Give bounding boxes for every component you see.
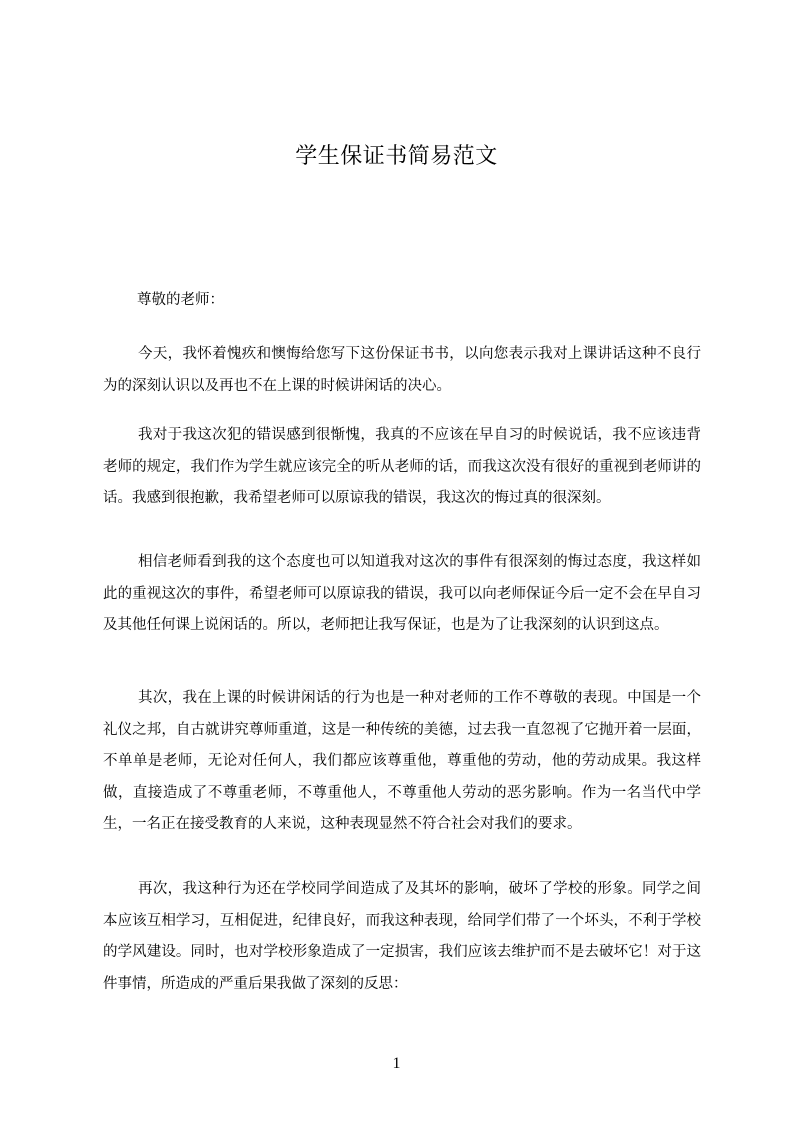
paragraph-3: 相信老师看到我的这个态度也可以知道我对这次的事件有很深刻的悔过态度，我这样如此的重视这次的事件，希望老师可以原谅我的错误，我可以向老师保证今后一定不会在早自习及其他任何课上说闲话的。所以，老师把让我写保证，也是为了让我深刻的认识到这点。: [103, 554, 701, 633]
document-title: 学生保证书简易范文: [295, 144, 498, 169]
paragraph-4: 其次，我在上课的时候讲闲话的行为也是一种对老师的工作不尊敬的表现。中国是一个礼仪之邦，自古就讲究尊师重道，这是一种传统的美德，过去我一直忽视了它抛开着一层面，不单单是老师，无论对任何人，我们都应该尊重他，尊重他的劳动，他的劳动成果。我这样做，直接造成了不尊重老师，不尊重他人，不尊重他人劳动的恶劣影响。作为一名当代中学生，一名正在接受教育的人来说，这种表现显然不符合社会对我们的要求。: [103, 690, 701, 832]
paragraph-2: 我对于我这次犯的错误感到很惭愧，我真的不应该在早自习的时候说话，我不应该违背老师的规定，我们作为学生就应该完全的听从老师的话，而我这次没有很好的重视到老师讲的话。我感到很抱歉，我希望老师可以原谅我的错误，我这次的悔过真的很深刻。: [103, 427, 701, 506]
paragraph-1: 今天，我怀着愧疚和懊悔给您写下这份保证书书，以向您表示我对上课讲话这种不良行为的深刻认识以及再也不在上课的时候讲闲话的决心。: [103, 346, 701, 394]
page-number: 1: [392, 1055, 401, 1072]
salutation: 尊敬的老师：: [137, 292, 224, 308]
paragraph-5: 再次，我这种行为还在学校同学间造成了及其坏的影响，破坏了学校的形象。同学之间本应该互相学习，互相促进，纪律良好，而我这种表现，给同学们带了一个坏头，不利于学校的学风建设。同时，也对学校形象造成了一定损害，我们应该去维护而不是去破坏它！对于这件事情，所造成的严重后果我做了深刻的反思：: [103, 881, 701, 992]
